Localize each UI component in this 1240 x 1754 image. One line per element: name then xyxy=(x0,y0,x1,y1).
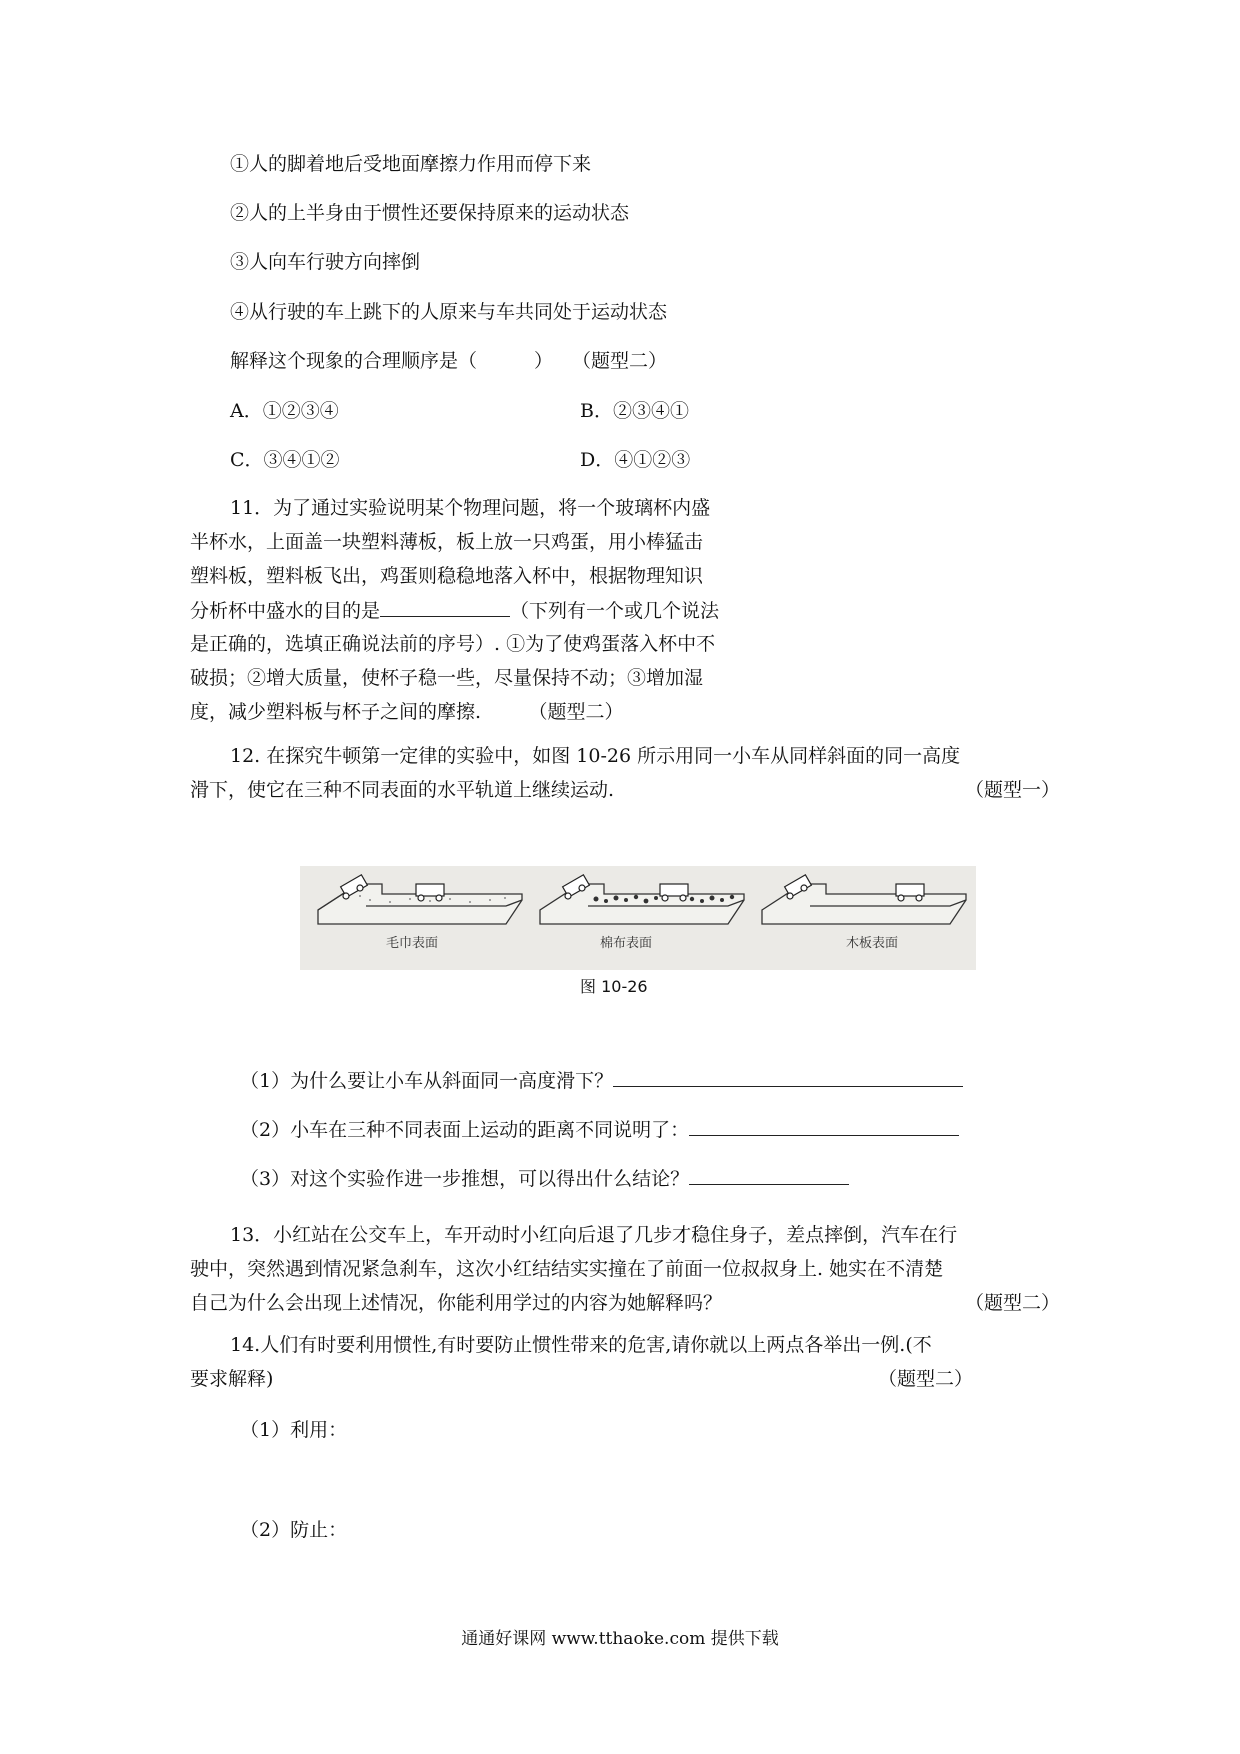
q11-line-3: 塑料板，塑料板飞出，鸡蛋则稳稳地落入杯中，根据物理知识 xyxy=(190,565,704,587)
q11-line-7: 度，减少塑料板与杯子之间的摩擦. （题型二） xyxy=(190,701,624,723)
q10-option-a: A．①②③④ xyxy=(230,400,339,422)
q12-sub-2-text: （2）小车在三种不同表面上运动的距离不同说明了： xyxy=(240,1119,690,1141)
q11-line-4-text: 分析杯中盛水的目的是 xyxy=(190,600,381,622)
q14-tag: （题型二） xyxy=(878,1368,974,1390)
q12-sub-3-blank[interactable] xyxy=(689,1166,849,1185)
q12-sub-1 xyxy=(240,1068,963,1093)
q12-sub-1-text: （1）为什么要让小车从斜面同一高度滑下？ xyxy=(240,1070,614,1092)
label-wood-surface: 木板表面 xyxy=(846,936,899,951)
q11-line-2: 半杯水，上面盖一块塑料薄板，板上放一只鸡蛋，用小棒猛击 xyxy=(190,531,704,553)
q12-sub-1-blank[interactable] xyxy=(613,1068,963,1087)
q10-statement-3: ③人向车行驶方向摔倒 xyxy=(230,251,421,273)
q10-statement-4: ④从行驶的车上跳下的人原来与车共同处于运动状态 xyxy=(230,301,668,323)
q10-option-c: C．③④①② xyxy=(230,449,340,471)
q11-line-6: 破损；②增大质量，使杯子稳一些，尽量保持不动；③增加湿 xyxy=(190,667,704,689)
q14-line-2: 要求解释) xyxy=(190,1368,274,1390)
q13-line-2: 驶中，突然遇到情况紧急刹车，这次小红结结实实撞在了前面一位叔叔身上. 她实在不清楚 xyxy=(190,1258,944,1280)
label-cotton-surface: 棉布表面 xyxy=(600,936,653,951)
q12-line-1: 12. 在探究牛顿第一定律的实验中，如图 10-26 所示用同一小车从同样斜面的同一高度 xyxy=(230,745,961,767)
q10-option-d: D．④①②③ xyxy=(580,449,691,471)
figure-caption: 图 10-26 xyxy=(580,977,648,996)
q12-sub-2-blank[interactable] xyxy=(689,1117,959,1136)
page-footer[interactable]: 通通好课网 www.tthaoke.com 提供下载 xyxy=(461,1629,779,1649)
q10-stem: 解释这个现象的合理顺序是（ ） （题型二） xyxy=(230,350,668,372)
q14-sub-2: （2）防止： xyxy=(240,1519,348,1541)
q12-sub-3-text: （3）对这个实验作进一步推想，可以得出什么结论？ xyxy=(240,1168,690,1190)
q13-tag: （题型二） xyxy=(965,1292,1061,1314)
q11-line-4 xyxy=(190,598,719,623)
q10-option-b: B．②③④① xyxy=(580,400,689,422)
q14-line-1: 14.人们有时要利用惯性,有时要防止惯性带来的危害,请你就以上两点各举出一例.(不 xyxy=(230,1334,932,1356)
figure-10-26 xyxy=(300,866,976,970)
q12-sub-3 xyxy=(240,1166,849,1191)
q11-answer-blank[interactable] xyxy=(380,598,510,617)
q14-sub-1: （1）利用： xyxy=(240,1419,348,1441)
q10-statement-1: ①人的脚着地后受地面摩擦力作用而停下来 xyxy=(230,153,592,175)
q10-statement-2: ②人的上半身由于惯性还要保持原来的运动状态 xyxy=(230,202,630,224)
q11-line-5: 是正确的，选填正确说法前的序号）. ①为了使鸡蛋落入杯中不 xyxy=(190,633,716,655)
q12-sub-2 xyxy=(240,1117,959,1142)
q12-tag: （题型一） xyxy=(965,779,1061,801)
q13-line-1: 13．小红站在公交车上，车开动时小红向后退了几步才稳住身子，差点摔倒，汽车在行 xyxy=(230,1224,958,1246)
q11-line-1: 11．为了通过实验说明某个物理问题，将一个玻璃杯内盛 xyxy=(230,497,711,519)
figure-illustration xyxy=(300,866,976,970)
q13-line-3: 自己为什么会出现上述情况，你能利用学过的内容为她解释吗？ xyxy=(190,1292,723,1314)
label-towel-surface: 毛巾表面 xyxy=(386,936,439,951)
q11-line-4-tail: （下列有一个或几个说法 xyxy=(510,600,720,622)
q12-line-2: 滑下，使它在三种不同表面的水平轨道上继续运动. xyxy=(190,779,615,801)
